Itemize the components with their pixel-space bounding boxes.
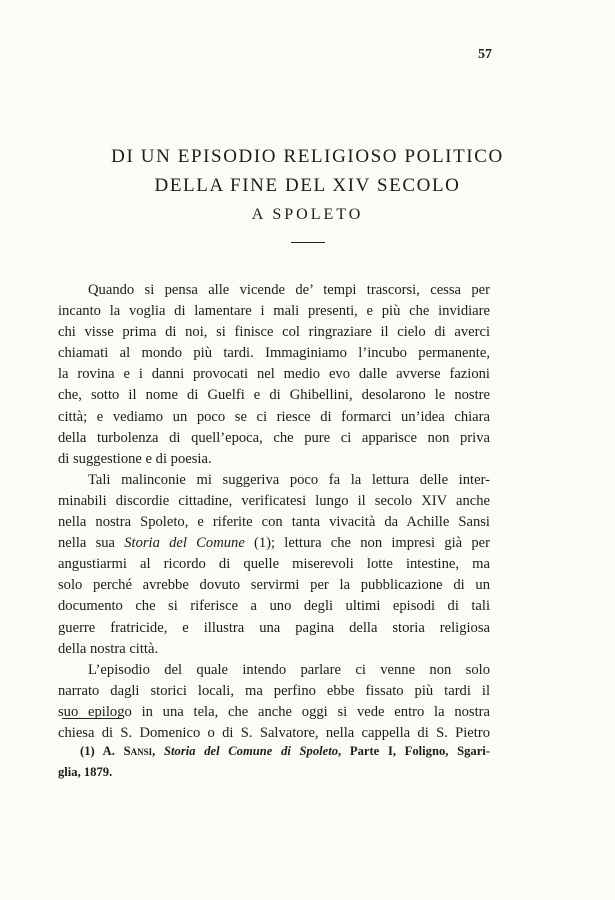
chapter-title [0, 142, 615, 243]
footnote-marker: (1) A. [80, 744, 115, 758]
text-line: della turbolenza di quell’epoca, che pure ci apparisce non priva [58, 429, 490, 446]
text-line-with-citation [58, 533, 490, 554]
text-line: incanto la voglia di lamentare i mali presenti, e più che invidiare [58, 303, 490, 320]
text-line: L’episodio del quale intendo parlare ci venne non solo [88, 661, 490, 678]
text-line: solo perché avrebbe dovuto servirmi per la pubblicazione di un [58, 577, 490, 594]
footnote-author: Sansi [123, 744, 153, 758]
text-line: Tali malinconie mi suggeriva poco fa la lettura delle inter- [88, 471, 490, 488]
text-line: città; e vediamo un poco se ci riesce di formarci un’idea chiara [58, 408, 490, 425]
title-line-1: DI UN EPISODIO RELIGIOSO POLITICO [111, 146, 504, 167]
text-line: documento che si riferisce a uno degli ultimi episodi di tali [58, 598, 490, 615]
text-line: la rovina e i danni provocati nel medio evo dalle avverse fazioni [58, 366, 490, 383]
text-line: di suggestione e di poesia. [58, 450, 212, 467]
text-line: angustiarmi al ricordo di quelle miserevoli lotte intestine, ma [58, 556, 490, 573]
text-line: suo epilogo in una tela, che anche oggi si vede entro la nostra [58, 703, 490, 720]
title-line-2: DELLA FINE DEL XIV SECOLO [154, 175, 461, 196]
text-line: che, sotto il nome di Guelfi e di Ghibellini, desolarono le nostre [58, 387, 490, 404]
title-line-3: A SPOLETO [251, 206, 364, 223]
footnote-rule [62, 718, 122, 719]
text-line: chi visse prima di noi, si finisce col ringraziare il cielo di averci [58, 324, 490, 341]
text-segment: (1); lettura che non impresi già per [244, 535, 490, 552]
text-line: guerre fratricide, e illustra una pagina della storia religiosa [58, 619, 490, 636]
footnote-work-title: Storia del Comune di Spoleto [164, 744, 339, 758]
footnote-line: glia, 1879. [58, 765, 113, 779]
text-line: narrato dagli storici locali, ma perfino ebbe fissato più tardi il [58, 682, 490, 699]
footnote-comma: , [152, 744, 156, 758]
text-line: chiamati al mondo più tardi. Immaginiamo l’incubo permanente, [58, 345, 490, 362]
text-line: della nostra città. [58, 640, 159, 657]
footnotes [58, 741, 490, 783]
text-line: minabili discordie cittadine, verificatesi lungo il secolo XIV anche [58, 492, 490, 509]
footnote-details: , Parte I, Foligno, Sgari- [338, 744, 490, 758]
text-line: nella nostra Spoleto, e riferite con tanta vivacità da Achille Sansi [58, 514, 490, 531]
text-segment: nella sua [58, 535, 125, 552]
title-rule [291, 242, 325, 243]
italic-work-title: Storia del Comune [124, 535, 245, 552]
text-line: chiesa di S. Domenico o di S. Salvatore, nella cappella di S. Pietro [58, 724, 490, 741]
page-number: 57 [478, 47, 492, 62]
text-line: Quando si pensa alle vicende de’ tempi trascorsi, cessa per [88, 282, 490, 298]
body-text [58, 280, 490, 744]
footnote-line [58, 741, 490, 762]
